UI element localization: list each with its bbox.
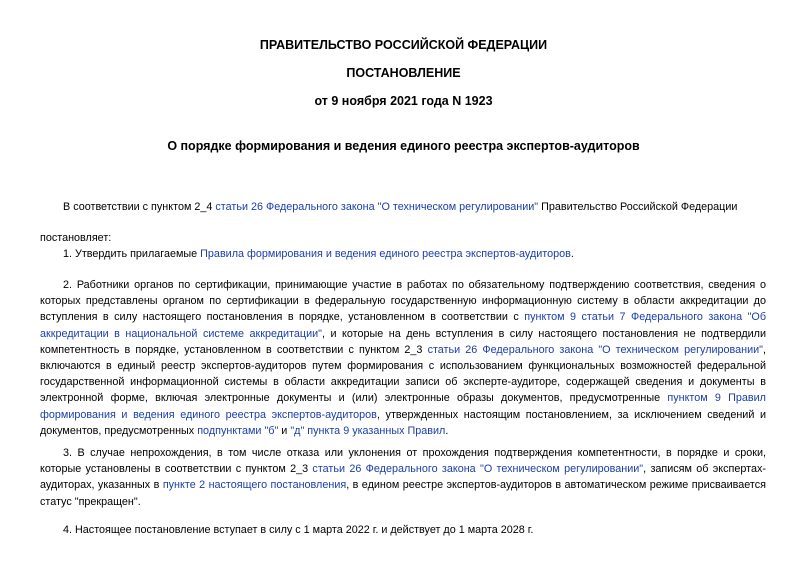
item-1-text: 1. Утвердить прилагаемые — [63, 248, 201, 260]
item-1-paragraph — [40, 246, 766, 262]
item-3-text: 3. В случае непрохождения, в том числе отказа или уклонения от прохождения подтверждения компетентности, в порядке и сроки, которые установлены в соответствии с пунктом 2_3 — [40, 447, 766, 476]
item-1-text-end: . — [570, 248, 574, 260]
document-type-heading: ПОСТАНОВЛЕНИЕ — [346, 66, 461, 80]
item-3-text-end: , в едином реестре экспертов-аудиторов в автоматическом режиме присваивается статус "прекращен". — [40, 479, 766, 508]
subpoint-d-link[interactable]: "д" пункта 9 указанных Правил — [290, 424, 446, 437]
law-article-26-link[interactable]: статьи 26 Федерального закона "О техническом регулировании" — [215, 201, 539, 213]
registry-rules-link[interactable]: Правила формирования и ведения единого реестра экспертов-аудиторов — [200, 248, 571, 260]
document-title: О порядке формирования и ведения единого реестра экспертов-аудиторов — [167, 139, 640, 153]
decree-word: постановляет: — [40, 232, 112, 244]
item-2-text: , и которые на день вступления в силу настоящего постановления не подтвердили компетентность в порядке, установленном в соответствии с пунктом 2_3 — [40, 327, 766, 356]
item-2-text-end: . — [445, 424, 449, 437]
preamble-text: В соответствии с пунктом 2_4 — [63, 201, 216, 213]
item-3-paragraph — [40, 445, 766, 510]
item-2-text: , включаются в единый реестр экспертов-аудиторов путем формирования с использованием функциональных возможностей федеральной государственной информационной системы в области аккредитации записи об эксперте-аудиторе, содержащей сведения и документы в электронной форме, включая электронные документы и (или) электронные образы документов, предусмотренные — [40, 343, 767, 405]
item-2-text: и — [278, 424, 291, 437]
subpoint-b-link[interactable]: подпунктами "б" — [197, 424, 279, 437]
accreditation-law-link[interactable]: пунктом 9 статьи 7 Федерального закона "Об аккредитации в национальной системе аккредитации" — [40, 311, 767, 340]
preamble-text-end: Правительство Российской Федерации — [538, 201, 738, 213]
item-2-text: , утвержденных настоящим постановлением, за исключением сведений и документов, предусмотренных — [40, 408, 767, 437]
item-2-text: 2. Работники органов по сертификации, принимающие участие в работах по обязательному подтверждению соответствия, сведения о которых представлены органом по сертификации в федеральную государственную информационную систему в области аккредитации до вступления в силу настоящего постановления в порядке, установленном в соответствии с — [40, 279, 766, 324]
date-number-heading: от 9 ноября 2021 года N 1923 — [314, 94, 493, 108]
law-article-26-link[interactable]: статьи 26 Федерального закона "О техническом регулировании" — [427, 343, 764, 356]
issuer-heading: ПРАВИТЕЛЬСТВО РОССИЙСКОЙ ФЕДЕРАЦИИ — [259, 38, 548, 52]
law-article-26-link[interactable]: статьи 26 Федерального закона "О техническом регулировании" — [312, 463, 644, 476]
item-2-paragraph — [40, 277, 766, 439]
rules-point-9-link[interactable]: пунктом 9 Правил формирования и ведения единого реестра экспертов-аудиторов — [40, 392, 766, 421]
item-4-paragraph: 4. Настоящее постановление вступает в силу с 1 марта 2022 г. и действует до 1 марта 2028 г. — [63, 524, 534, 536]
preamble-paragraph — [40, 199, 766, 215]
point-2-link[interactable]: пункте 2 настоящего постановления — [162, 479, 347, 492]
item-3-text: , записям об экспертах-аудиторах, указанных в — [40, 463, 766, 492]
